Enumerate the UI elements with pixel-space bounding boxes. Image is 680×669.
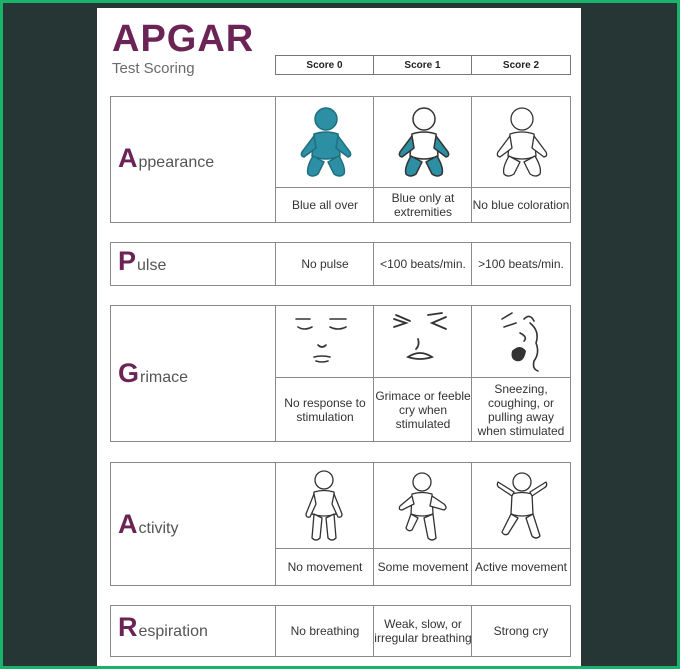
cell-respiration-score-1: Weak, slow, or irregular breathing [374,617,472,645]
cell-activity-score-1: Some movement [377,560,469,574]
baby-blue-extremities-icon [394,104,454,184]
row-label-respiration: Respiration [118,612,208,642]
column-header-score-2: Score 2 [471,55,571,75]
row-label-appearance: Appearance [118,143,215,173]
baby-blue-all-over-icon [296,104,356,184]
cell-appearance-score-0: Blue all over [291,198,359,212]
cell-respiration-score-2: Strong cry [493,624,549,638]
cell-pulse-score-1: <100 beats/min. [380,257,466,271]
cell-pulse-score-0: No pulse [301,257,349,271]
face-grimace-icon [390,311,454,373]
cell-grimace-score-1: Grimace or feeble cry when stimulated [375,388,471,431]
cell-grimace-score-2: Sneezing, coughing, or pulling away when stimulated [477,381,565,438]
face-sneezing-icon [494,309,550,373]
face-no-response-icon [292,311,356,373]
column-header-score-0: Score 0 [275,55,374,75]
page-subtitle: Test Scoring [112,60,195,77]
baby-no-movement-icon [300,468,348,544]
baby-some-movement-icon [396,470,450,544]
cell-activity-score-2: Active movement [474,560,568,574]
page-title: APGAR [112,18,255,60]
cell-activity-score-0: No movement [287,560,363,574]
column-header-score-1: Score 1 [373,55,472,75]
row-label-pulse: Pulse [118,246,167,276]
cell-appearance-score-1: Blue only at extremities [391,191,455,219]
cell-respiration-score-0: No breathing [290,624,360,638]
baby-pink-icon [492,104,552,184]
row-label-activity: Activity [118,509,179,539]
cell-appearance-score-2: No blue coloration [472,198,570,212]
baby-active-movement-icon [494,470,550,544]
cell-grimace-score-0: No response to stimulation [284,395,366,424]
cell-pulse-score-2: >100 beats/min. [478,257,564,271]
row-label-grimace: Grimace [118,358,189,388]
